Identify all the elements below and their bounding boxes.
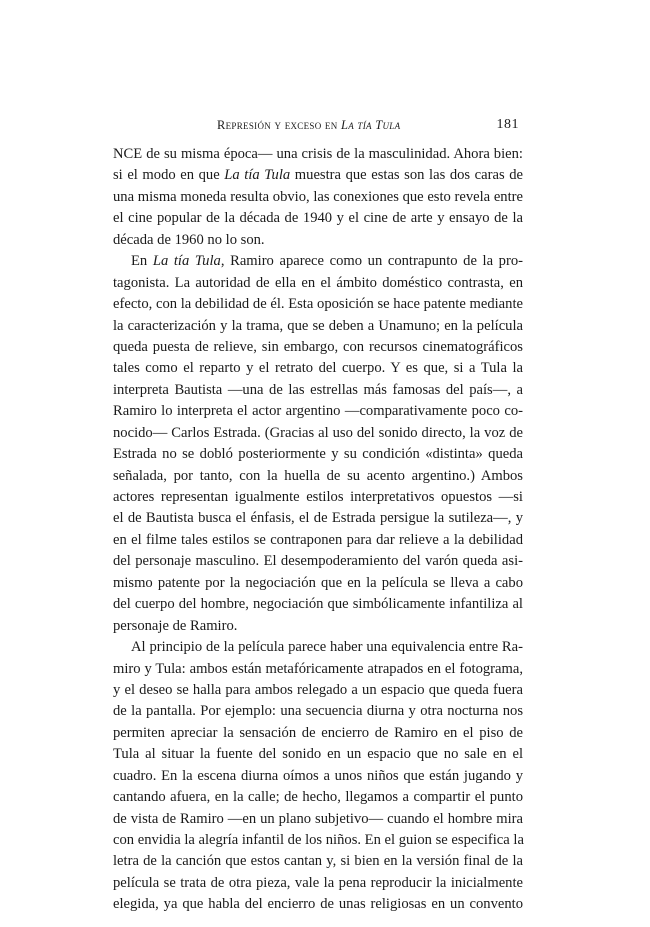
text-line: y el deseo se halla para ambos relegado a un espacio que queda fuera: [113, 681, 523, 698]
text-line: el de Bautista busca el énfasis, el de Estrada persigue la sutileza—, y: [113, 510, 523, 527]
text-line: en el filme tales estilos se contraponen para dar relieve a la debilidad: [113, 531, 523, 548]
body-text: [113, 144, 523, 916]
text-line: Al principio de la película parece haber una equivalencia entre Ra-: [131, 639, 523, 656]
text-line: tagonista. La autoridad de ella en el ámbito doméstico contrasta, en: [113, 274, 523, 291]
running-title-italic: La tía Tula: [340, 118, 401, 132]
text-line: permiten apreciar la sensación de encierro de Ramiro en el piso de: [113, 724, 523, 741]
text-line: [113, 251, 523, 272]
text-line: del cuerpo del hombre, negociación que simbólicamente infantiliza al: [113, 596, 523, 613]
text-line: [113, 165, 523, 186]
text-line: efecto, con la debilidad de él. Esta oposición se hace patente mediante: [113, 296, 523, 313]
text-line: NCE de su misma época— una crisis de la masculinidad. Ahora bien:: [113, 146, 523, 162]
running-head: [113, 115, 523, 135]
text-line: actores representan igualmente estilos interpretativos opuestos —si: [113, 489, 523, 505]
text-segment: En: [131, 253, 153, 270]
text-segment: si el modo en que: [113, 167, 225, 184]
text-line: Tula al situar la fuente del sonido en un espacio que no sale en el: [113, 746, 523, 763]
text-line: del personaje masculino. El desempoderamiento del varón queda asi-: [113, 553, 523, 570]
text-line: de la pantalla. Por ejemplo: una secuencia diurna y otra nocturna nos: [113, 703, 523, 720]
text-line: con envidia la alegría infantil de los niños. En el guion se especifica la: [113, 832, 524, 848]
running-title: [217, 115, 400, 135]
text-segment: muestra que estas son las dos caras de: [290, 167, 524, 184]
text-line: personaje de Ramiro.: [113, 617, 238, 634]
text-line: miro y Tula: ambos están metafóricamente atrapados en el fotograma,: [113, 660, 523, 677]
text-line: cantando afuera, en la calle; de hecho, llegamos a compartir el punto: [113, 789, 523, 806]
text-line: interpreta Bautista —una de las estrellas más famosas del país—, a: [113, 381, 523, 398]
text-line: mismo patente por la negociación que en la película se lleva a cabo: [113, 574, 523, 591]
italic-title: La tía Tula: [152, 253, 221, 270]
text-line: el cine popular de la década de 1940 y el cine de arte y ensayo de la: [113, 210, 523, 227]
text-line: elegida, ya que habla del encierro de unas religiosas en un convento: [113, 896, 523, 913]
running-title-text: Represión y exceso en: [217, 118, 341, 132]
text-line: Ramiro lo interpreta el actor argentino —comparativamente poco co-: [113, 403, 523, 420]
text-line: letra de la canción que estos cantan y, si bien en la versión final de la: [113, 853, 523, 870]
text-line: señalada, por tanto, con la huella de su acento argentino.) Ambos: [113, 467, 523, 484]
text-line: nocido— Carlos Estrada. (Gracias al uso del sonido directo, la voz de: [113, 424, 523, 441]
text-line: película se trata de otra pieza, vale la pena reproducir la inicialmente: [113, 874, 523, 891]
text-line: cuadro. En la escena diurna oímos a unos niños que están jugando y: [113, 767, 523, 784]
text-line: una misma moneda resulta obvio, las conexiones que esto revela entre: [113, 188, 523, 205]
text-line: tales como el reparto y el retrato del cuerpo. Y es que, si a Tula la: [113, 360, 523, 377]
italic-title: La tía Tula: [224, 167, 291, 184]
text-line: la caracterización y la trama, que se deben a Unamuno; en la película: [113, 317, 523, 334]
text-line: Estrada no se dobló posteriormente y su condición «distinta» queda: [113, 446, 523, 463]
text-line: de vista de Ramiro —en un plano subjetivo— cuando el hombre mira: [113, 810, 523, 827]
text-segment: , Ramiro aparece como un contrapunto de la pro-: [220, 253, 523, 270]
text-line: década de 1960 no lo son.: [113, 231, 265, 248]
page-number: 181: [496, 117, 519, 132]
text-line: queda puesta de relieve, sin embargo, con recursos cinematográficos: [113, 338, 523, 355]
